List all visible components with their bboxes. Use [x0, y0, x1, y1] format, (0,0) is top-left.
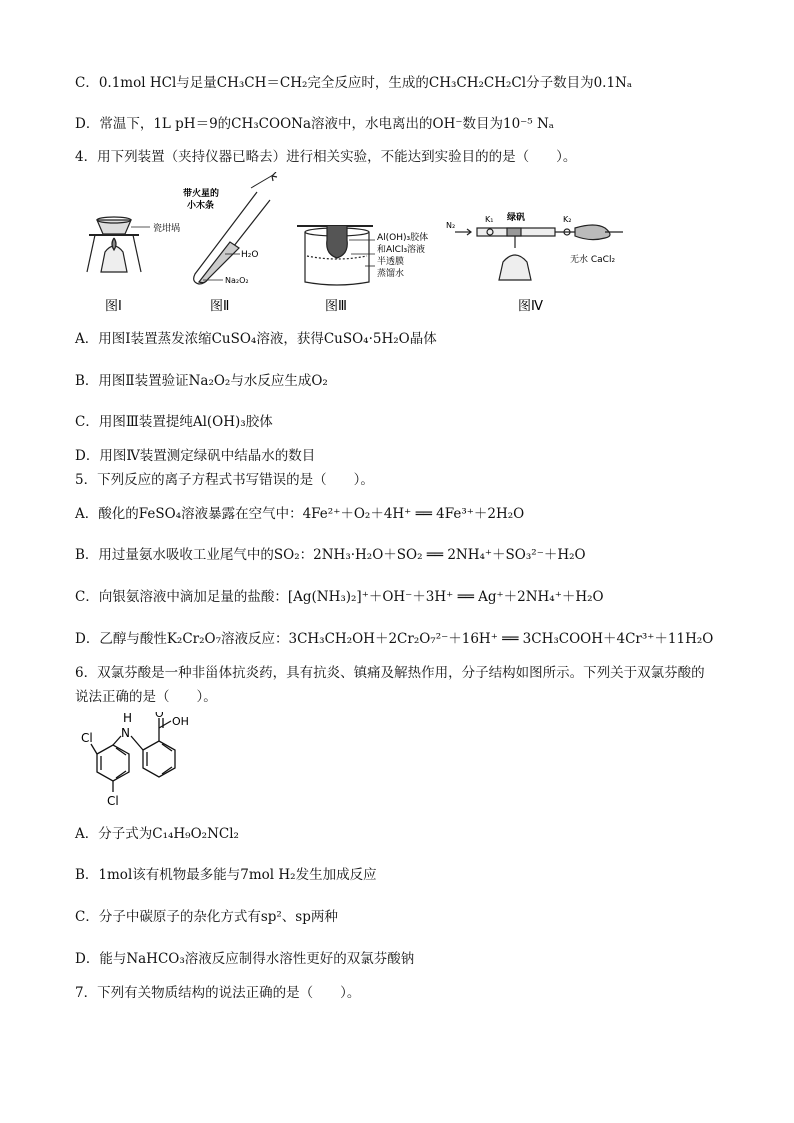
line-q3c: C．0.1mol HCl与足量CH₃CH＝CH₂完全反应时，生成的CH₃CH₂CH₂Cl分子数目为0.1Nₐ [75, 75, 633, 91]
line-q6d: D．能与NaHCO₃溶液反应制得水溶性更好的双氯芬酸钠 [75, 951, 415, 967]
line-q5c: C．向银氨溶液中滴加足量的盐酸：[Ag(NH₃)₂]⁺＋OH⁻＋3H⁺ ══ Ag⁺＋2NH₄⁺＋H₂O [75, 589, 604, 605]
line-q4d: D．用图Ⅳ装置测定绿矾中结晶水的数目 [75, 448, 316, 464]
line-q4: 4．用下列装置（夹持仪器已略去）进行相关实验，不能达到实验目的的是（ ）。 [75, 149, 577, 165]
fig3-label-4: 蒸馏水 [377, 269, 405, 279]
fig4-drawing [455, 225, 623, 280]
line-q4b: B．用图Ⅱ装置验证Na₂O₂与水反应生成O₂ [75, 373, 328, 389]
fig2-top2-label: 小木条 [187, 201, 215, 211]
fig3-label-2: 和AlCl₃溶液 [377, 245, 426, 255]
mol-cl-top: Cl [81, 731, 93, 745]
line-q5a: A．酸化的FeSO₄溶液暴露在空气中：4Fe²⁺＋O₂＋4H⁺ ══ 4Fe³⁺＋2H₂O [75, 506, 525, 522]
fig3-label-3: 半透膜 [377, 257, 405, 267]
line-q7: 7．下列有关物质结构的说法正确的是（ ）。 [75, 985, 361, 1001]
mol-o: O [155, 712, 164, 720]
mol-n: N [121, 726, 130, 740]
mol-oh: OH [172, 715, 189, 728]
diclofenac-structure [75, 712, 195, 822]
mol-h: H [123, 712, 133, 725]
line-q6b: B．1mol该有机物最多能与7mol H₂发生加成反应 [75, 867, 377, 883]
fig1-part-label: 瓷坩埚 [153, 224, 181, 234]
molecule-drawing [75, 712, 195, 822]
mol-cl-bottom: Cl [107, 794, 119, 808]
line-q4a: A．用图Ⅰ装置蒸发浓缩CuSO₄溶液，获得CuSO₄·5H₂O晶体 [75, 331, 437, 347]
fig1-drawing [87, 217, 150, 272]
line-q3d: D．常温下，1L pH＝9的CH₃COONa溶液中，水电离出的OH⁻数目为10⁻⁵ Nₐ [75, 116, 555, 132]
line-q5: 5．下列反应的离子方程式书写错误的是（ ）。 [75, 472, 374, 488]
apparatus-figures [75, 172, 635, 317]
fig4-k1-label: K₁ [485, 215, 494, 224]
fig2-solid-label: Na₂O₂ [225, 276, 249, 285]
fig2-label: 图Ⅱ [210, 299, 230, 314]
fig4-sample-label: 绿矾 [507, 213, 526, 223]
line-q6c: C．分子中碳原子的杂化方式有sp²、sp两种 [75, 909, 338, 925]
line-q6a: A．分子式为C₁₄H₉O₂NCl₂ [75, 826, 239, 842]
fig4-label: 图Ⅳ [518, 299, 543, 314]
fig1-label: 图Ⅰ [105, 299, 122, 314]
fig2-top-label: 带火星的 [183, 189, 220, 199]
fig4-k2-label: K₂ [563, 215, 572, 224]
fig3-label-1: Al(OH)₃胶体 [377, 233, 429, 243]
fig3-label: 图Ⅲ [325, 299, 347, 314]
line-q6-cont: 说法正确的是（ ）。 [75, 689, 217, 705]
fig2-water-label: H₂O [241, 250, 259, 260]
line-q5d: D．乙醇与酸性K₂Cr₂O₇溶液反应：3CH₃CH₂OH＋2Cr₂O₇²⁻＋16H⁺ ══ 3CH₃COOH＋4Cr³⁺＋11H₂O [75, 631, 714, 647]
fig4-n2-label: N₂ [446, 221, 456, 230]
line-q5b: B．用过量氨水吸收工业尾气中的SO₂：2NH₃·H₂O＋SO₂ ══ 2NH₄⁺＋SO₃²⁻＋H₂O [75, 547, 586, 563]
line-q6: 6．双氯芬酸是一种非甾体抗炎药，具有抗炎、镇痛及解热作用，分子结构如图所示。下列关于双氯芬酸的 [75, 665, 705, 681]
fig3-drawing [297, 226, 375, 285]
line-q4c: C．用图Ⅲ装置提纯Al(OH)₃胶体 [75, 414, 273, 430]
fig4-dry-label: 无水 CaCl₂ [570, 255, 616, 265]
apparatus-drawing [75, 172, 635, 317]
